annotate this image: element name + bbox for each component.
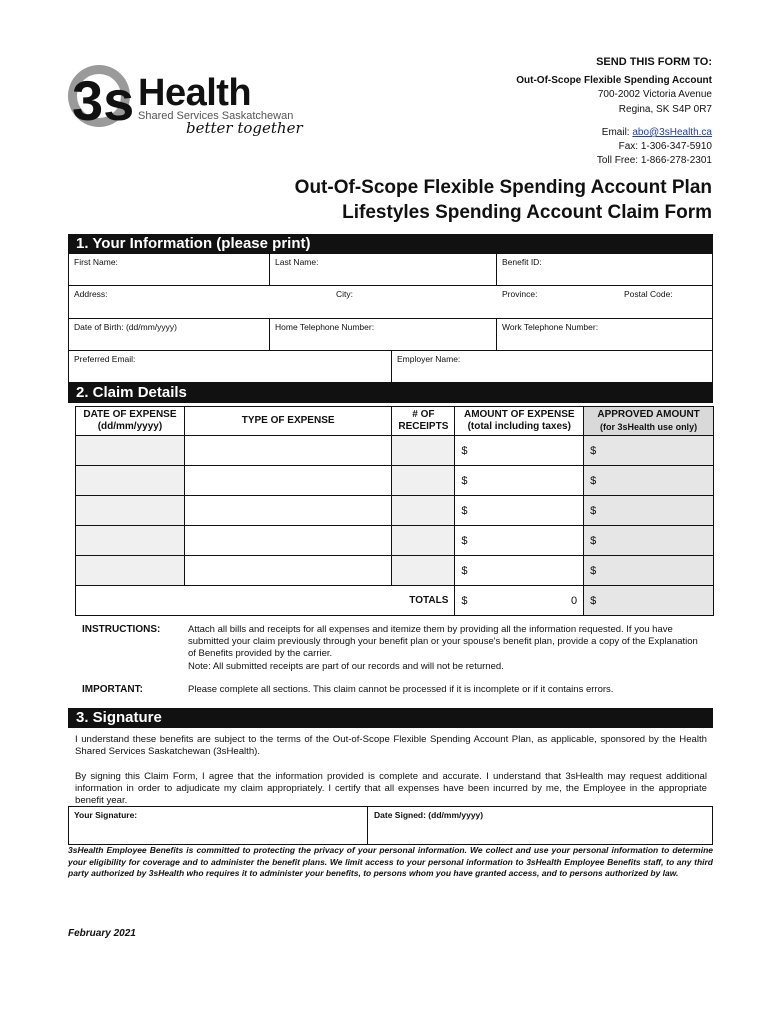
totals-amount: 0	[571, 594, 578, 607]
col-approved-header: APPROVED AMOUNT (for 3sHealth use only)	[584, 407, 714, 436]
claim-amount-cell[interactable]: $	[455, 466, 584, 496]
province-field[interactable]: Province:	[502, 289, 538, 299]
form-title	[295, 175, 712, 225]
date-signed-field[interactable]: Date Signed: (dd/mm/yyyy)	[374, 810, 484, 820]
send-to-tollfree: Toll Free: 1-866-278-2301	[596, 155, 712, 167]
claim-type-cell[interactable]	[184, 466, 392, 496]
footer-date: February 2021	[68, 928, 136, 939]
claim-row	[76, 526, 714, 556]
instructions-note: Note: All submitted receipts are part of our records and will not be returned.	[188, 660, 504, 672]
email-link[interactable]: abo@3sHealth.ca	[632, 126, 712, 138]
totals-label: TOTALS	[76, 586, 455, 616]
claim-date-cell[interactable]	[76, 436, 185, 466]
claim-amount-cell[interactable]: $	[455, 526, 584, 556]
claim-receipts-cell[interactable]	[392, 526, 455, 556]
instructions-label: INSTRUCTIONS:	[82, 624, 161, 635]
logo-tagline: better together	[186, 119, 303, 137]
home-phone-field[interactable]: Home Telephone Number:	[275, 322, 375, 332]
email-field[interactable]: Preferred Email:	[74, 354, 136, 364]
claim-row	[76, 496, 714, 526]
claim-amount-cell[interactable]: $	[455, 436, 584, 466]
address-field[interactable]: Address:	[74, 289, 108, 299]
logo-name: Health	[138, 72, 252, 114]
col-type-header: TYPE OF EXPENSE	[184, 407, 392, 436]
logo-subtitle: Shared Services Saskatchewan	[138, 110, 294, 122]
claim-type-cell[interactable]	[184, 526, 392, 556]
col-receipts-header: # OF RECEIPTS	[392, 407, 455, 436]
send-to-heading: SEND THIS FORM TO:	[596, 56, 712, 68]
claim-date-cell[interactable]	[76, 496, 185, 526]
col-amount-header: AMOUNT OF EXPENSE (total including taxes)	[455, 407, 584, 436]
send-to-address2: Regina, SK S4P 0R7	[618, 103, 712, 115]
signature-para1: I understand these benefits are subject to the terms of the Out-of-Scope Flexible Spending Account Plan, as applicable, sponsored by the Health Shared Services Saskatchewan (3sHealth).	[75, 734, 707, 758]
3shealth-logo-mark	[66, 62, 142, 132]
claim-type-cell[interactable]	[184, 556, 392, 586]
important-text: Please complete all sections. This claim cannot be processed if it is incomplete or if it contains errors.	[188, 684, 614, 695]
instructions-text: Attach all bills and receipts for all expenses and itemize them by providing all the information requested. If you have submitted your claim previously through your benefit plan or your spouse's benefit plan, provide a copy of the Explanation of Benefits provided by the carrier. Note: All submitted receipts are part of our records and will not be returned.	[188, 624, 708, 673]
claim-type-cell[interactable]	[184, 496, 392, 526]
claim-date-cell[interactable]	[76, 526, 185, 556]
send-to-address1: 700-2002 Victoria Avenue	[597, 89, 712, 101]
claim-approved-cell: $	[584, 496, 714, 526]
claim-amount-cell[interactable]: $	[455, 556, 584, 586]
info-grid	[68, 253, 713, 383]
logo-mark-text: 3s	[72, 69, 135, 132]
postal-code-field[interactable]: Postal Code:	[624, 289, 673, 299]
email-label: Email:	[601, 126, 633, 138]
claim-approved-cell: $	[584, 436, 714, 466]
claim-row	[76, 556, 714, 586]
signature-box	[68, 806, 713, 845]
send-to-org: Out-Of-Scope Flexible Spending Account	[516, 75, 712, 87]
claim-amount-cell[interactable]: $	[455, 496, 584, 526]
last-name-field[interactable]: Last Name:	[275, 257, 319, 267]
form-title-line1: Out-Of-Scope Flexible Spending Account Plan	[294, 177, 712, 198]
first-name-field[interactable]: First Name:	[74, 257, 118, 267]
claim-approved-cell: $	[584, 526, 714, 556]
claims-header-row	[76, 407, 714, 436]
employer-field[interactable]: Employer Name:	[397, 354, 461, 364]
claim-row	[76, 466, 714, 496]
send-to-email-line	[516, 126, 712, 140]
form-title-line2: Lifestyles Spending Account Claim Form	[342, 202, 712, 223]
signature-para2: By signing this Claim Form, I agree that the information provided is complete and accurate. I understand that 3sHealth may request additional information in order to adjudicate my claim appropriately. I certify that all expenses have been incurred by me, the Employee in the appropriate benefit year.	[75, 771, 707, 807]
privacy-statement: 3sHealth Employee Benefits is committed to protecting the privacy of your personal information. We collect and use your personal information to determine your eligibility for coverage and to administer the benefit plans. We limit access to your personal information to 3sHealth Employee Benefits staff, to any third party authorized by 3sHealth who requires it to administer your benefits, to persons whom you have granted access, and to persons authorized by law.	[68, 845, 713, 878]
section2-heading: 2. Claim Details	[68, 383, 713, 403]
signature-field[interactable]: Your Signature:	[74, 810, 138, 820]
claim-approved-cell: $	[584, 466, 714, 496]
claim-receipts-cell[interactable]	[392, 496, 455, 526]
important-label: IMPORTANT:	[82, 684, 143, 695]
totals-row	[76, 586, 714, 616]
section1-heading: 1. Your Information (please print)	[68, 234, 713, 254]
col-date-header: DATE OF EXPENSE (dd/mm/yyyy)	[76, 407, 185, 436]
claim-date-cell[interactable]	[76, 556, 185, 586]
claim-type-cell[interactable]	[184, 436, 392, 466]
send-to-fax: Fax: 1-306-347-5910	[618, 141, 712, 153]
claim-receipts-cell[interactable]	[392, 556, 455, 586]
claim-receipts-cell[interactable]	[392, 436, 455, 466]
section3-heading: 3. Signature	[68, 708, 713, 728]
claim-receipts-cell[interactable]	[392, 466, 455, 496]
city-field[interactable]: City:	[336, 289, 353, 299]
claim-row	[76, 436, 714, 466]
claim-approved-cell: $	[584, 556, 714, 586]
send-to-block	[516, 55, 712, 168]
dob-field[interactable]: Date of Birth: (dd/mm/yyyy)	[74, 322, 177, 332]
claim-date-cell[interactable]	[76, 466, 185, 496]
work-phone-field[interactable]: Work Telephone Number:	[502, 322, 599, 332]
benefit-id-field[interactable]: Benefit ID:	[502, 257, 542, 267]
claims-table	[75, 406, 714, 616]
totals-approved-cell: $	[584, 586, 714, 616]
totals-amount-cell: $ 0	[455, 586, 584, 616]
